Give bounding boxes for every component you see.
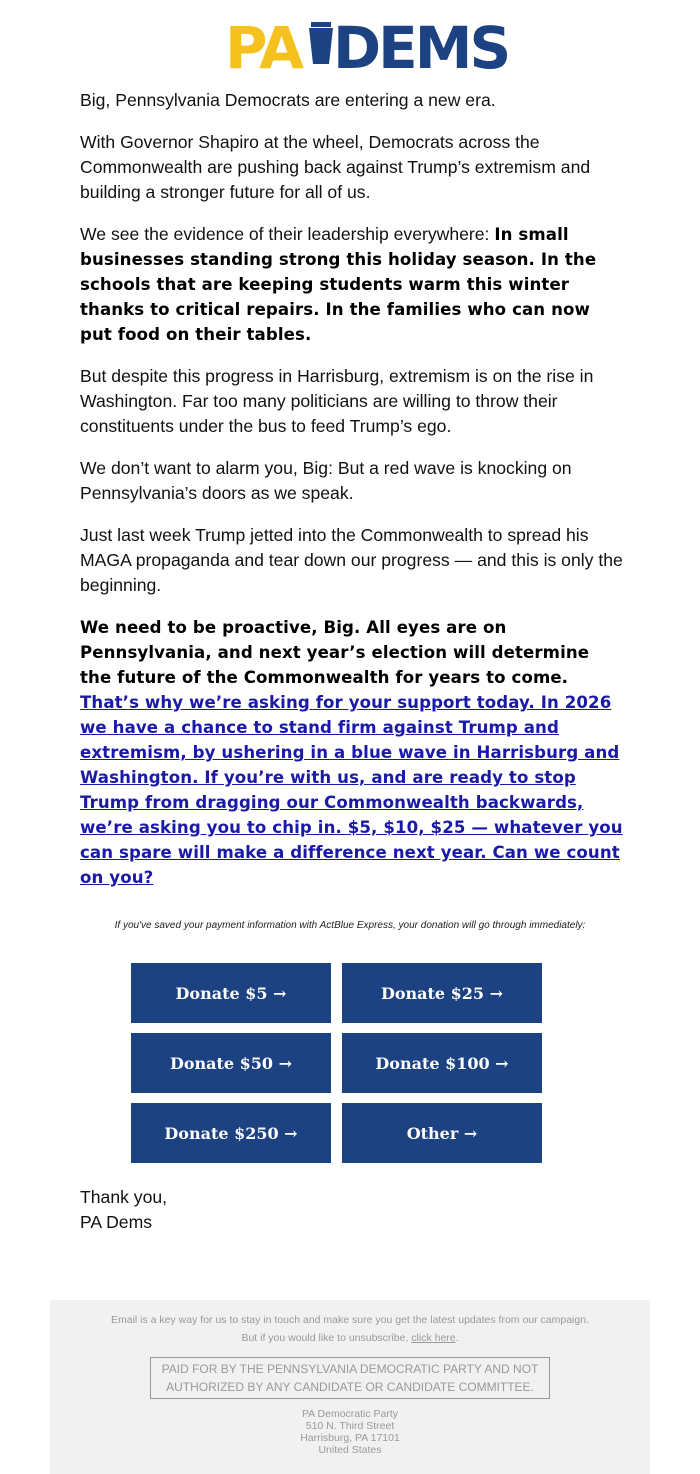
signoff-name: PA Dems: [80, 1212, 153, 1232]
logo-pa-text: PA: [225, 14, 302, 82]
donate-100-button[interactable]: Donate $100 →: [342, 1033, 542, 1093]
footer-line-2-suffix: .: [455, 1332, 459, 1344]
keystone-icon: [309, 28, 333, 64]
actblue-express-note: If you've saved your payment information with ActBlue Express, your donation will go through immediately:: [114, 920, 586, 931]
footer: [50, 1300, 650, 1474]
logo-dems-text: DEMS: [333, 14, 509, 82]
donate-250-button[interactable]: Donate $250 →: [131, 1103, 331, 1163]
mailing-address: [50, 1408, 650, 1456]
address-line: Harrisburg, PA 17101: [300, 1432, 400, 1444]
paragraph-7: [80, 615, 625, 890]
address-line: United States: [318, 1444, 382, 1456]
footer-line-1: Email is a key way for us to stay in touch and make sure you get the latest updates from our campaign.: [111, 1314, 589, 1326]
unsubscribe-link[interactable]: click here: [411, 1332, 456, 1344]
donate-25-button[interactable]: Donate $25 →: [342, 963, 542, 1023]
donate-5-button[interactable]: Donate $5 →: [131, 963, 331, 1023]
signoff-thanks: Thank you,: [80, 1187, 168, 1207]
paragraph-5: We don’t want to alarm you, Big: But a red wave is knocking on Pennsylvania’s doors as we speak.: [80, 458, 572, 503]
paragraph-4: But despite this progress in Harrisburg, extremism is on the rise in Washington. Far too many politicians are willing to throw their constituents under the bus to feed Trump’s ego.: [80, 366, 594, 436]
paragraph-2: With Governor Shapiro at the wheel, Democrats across the Commonwealth are pushing back against Trump’s extremism and building a stronger future for all of us.: [80, 132, 591, 202]
paragraph-3: [80, 222, 625, 347]
paragraph-3-bold: In small businesses standing strong this holiday season. In the schools that are keeping students warm this winter thanks to critical repairs. In the families who can now put food on their tables.: [80, 225, 597, 344]
donate-50-button[interactable]: Donate $50 →: [131, 1033, 331, 1093]
paragraph-3-lead: We see the evidence of their leadership everywhere:: [80, 224, 495, 244]
paragraph-1: Big, Pennsylvania Democrats are entering a new era.: [80, 90, 496, 110]
paragraph-7-bold: We need to be proactive, Big. All eyes are on Pennsylvania, and next year’s election will determine the future of the Commonwealth for years to come.: [80, 618, 590, 687]
address-line: 510 N. Third Street: [305, 1420, 395, 1432]
footer-line-2-prefix: But if you would like to unsubscribe,: [241, 1332, 412, 1344]
email-body: [80, 88, 625, 890]
paragraph-6: Just last week Trump jetted into the Commonwealth to spread his MAGA propaganda and tear down our progress — and this is only the beginning.: [80, 525, 623, 595]
signoff: [80, 1185, 167, 1235]
support-link[interactable]: That’s why we’re asking for your support today. In 2026 we have a chance to stand firm against Trump and extremism, by ushering in a blue wave in Harrisburg and Washington. If you’re with us, and are ready to stop Trump from dragging our Commonwealth backwards, we’re asking you to chip in. $5, $10, $25 — whatever you can spare will make a difference next year. Can we count on you?: [80, 693, 623, 887]
donate-other-button[interactable]: Other →: [342, 1103, 542, 1163]
paid-for-disclaimer: PAID FOR BY THE PENNSYLVANIA DEMOCRATIC PARTY AND NOT AUTHORIZED BY ANY CANDIDATE OR CANDIDATE COMMITTEE.: [150, 1357, 550, 1399]
pa-dems-logo: [225, 14, 509, 82]
address-line: PA Democratic Party: [301, 1408, 399, 1420]
footer-line-2: [50, 1329, 650, 1347]
